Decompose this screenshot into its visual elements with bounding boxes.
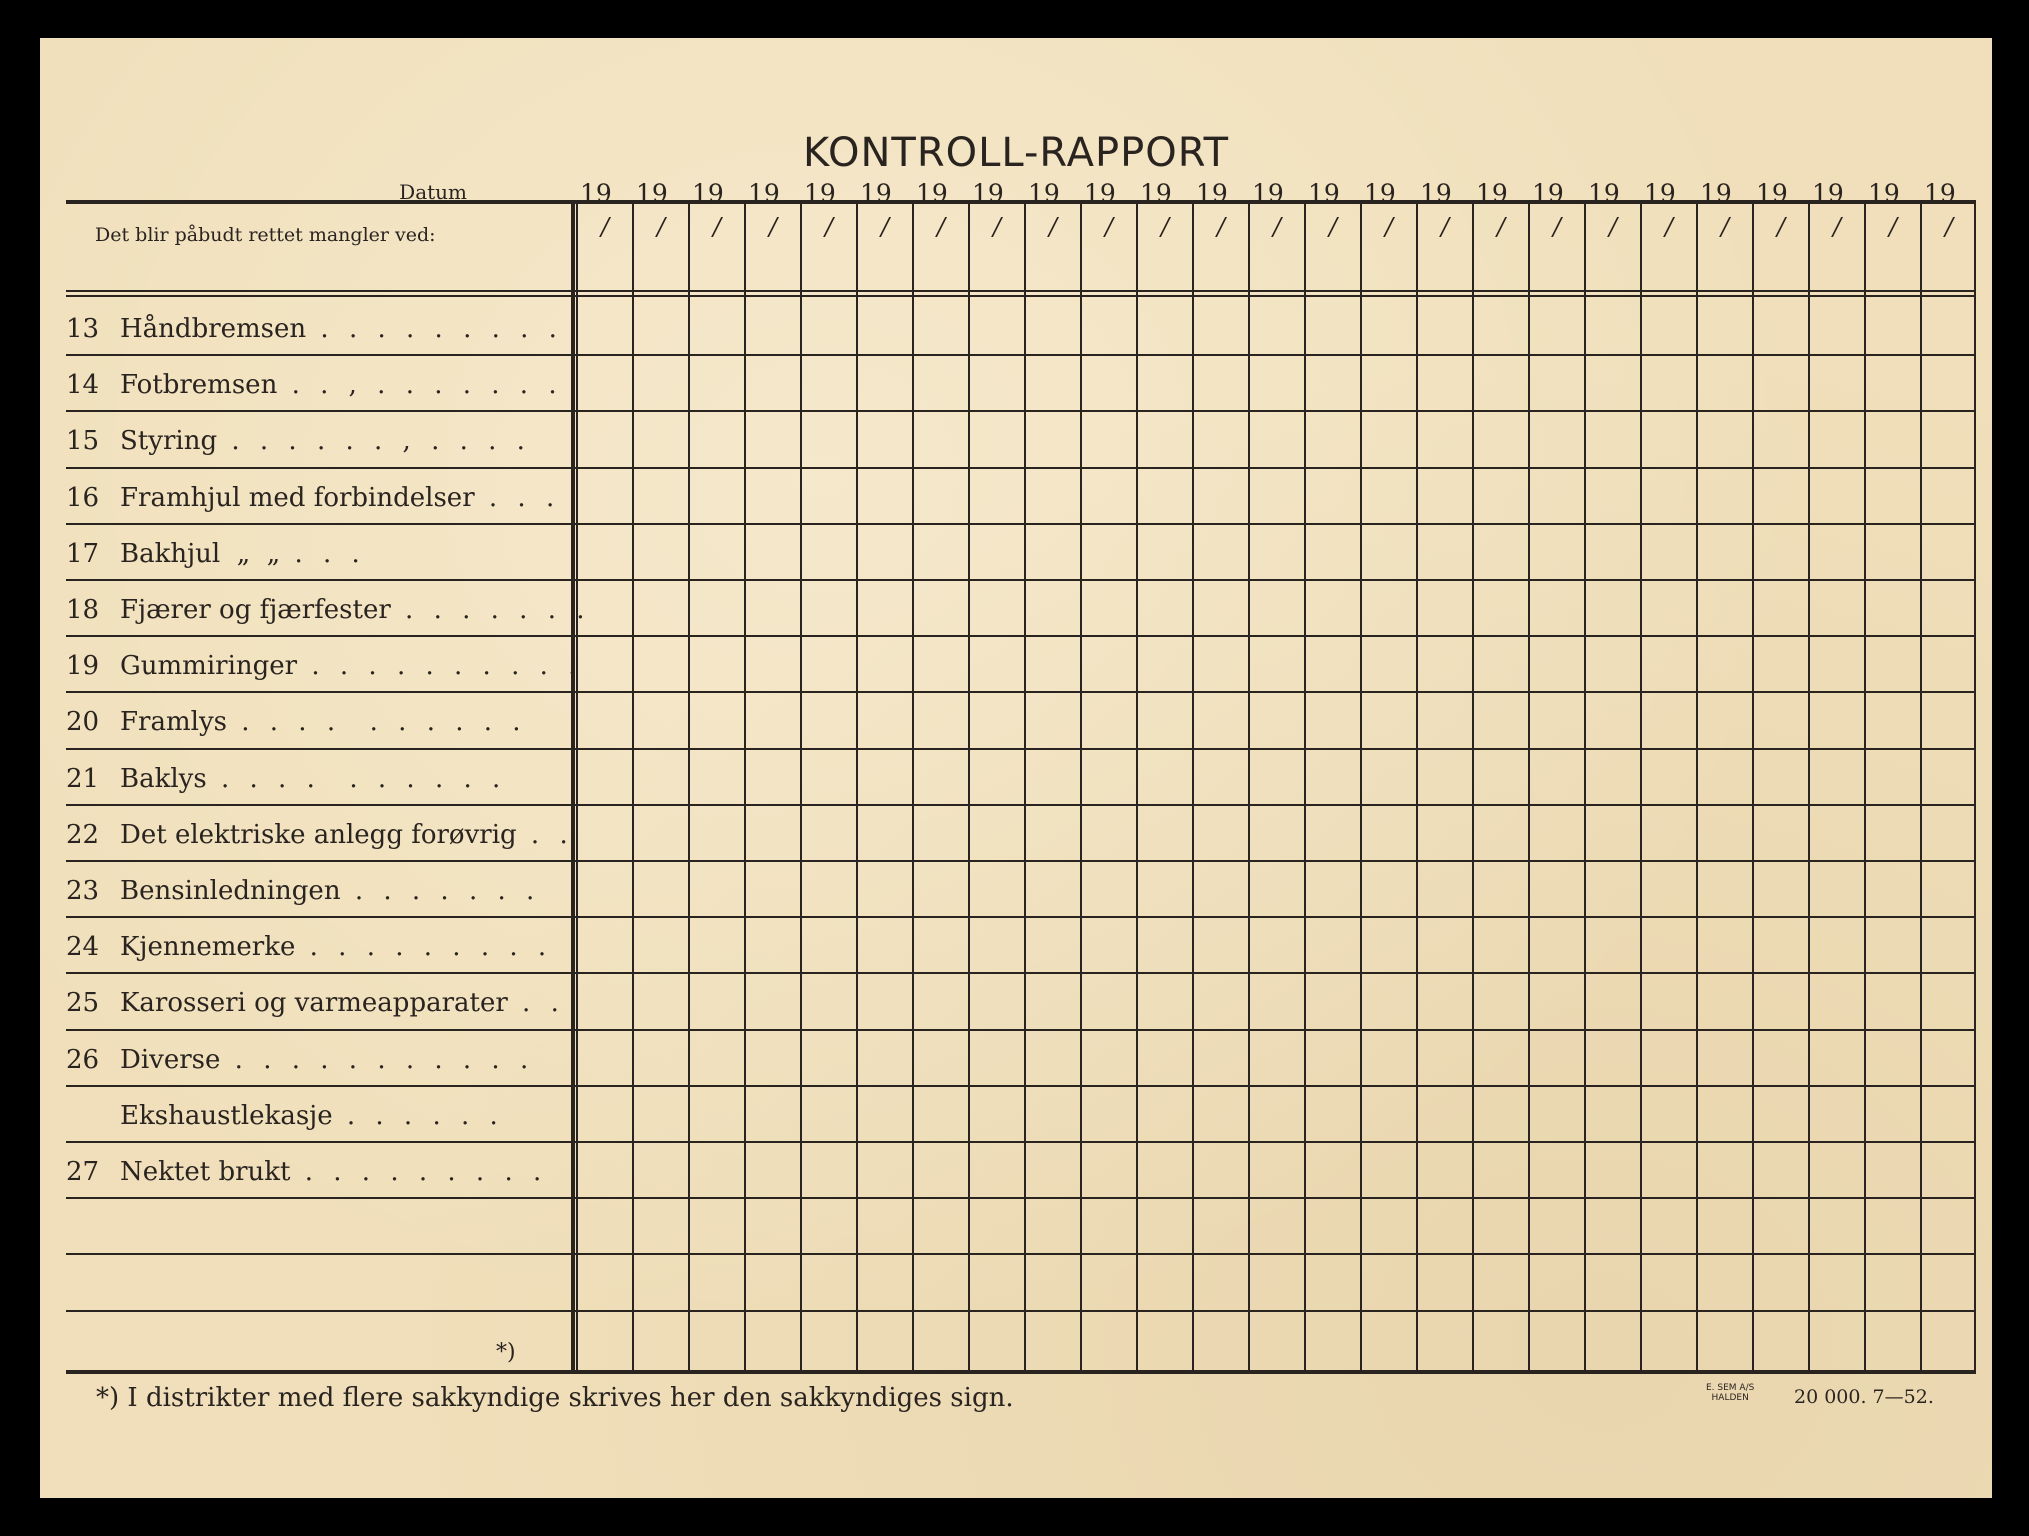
date-column-line	[1752, 200, 1754, 1370]
row-line	[66, 1085, 1976, 1087]
row-label: Karosseri og varmeapparater	[120, 988, 508, 1018]
date-separator: /	[1385, 213, 1394, 241]
leader-dots: . . . . . . .	[340, 876, 541, 906]
year-blank: .....	[1843, 192, 1862, 208]
year-blank: .....	[891, 192, 910, 208]
year-blank: .....	[779, 192, 798, 208]
label-column-divider	[571, 200, 575, 1370]
date-separator: /	[1777, 213, 1786, 241]
date-separator: /	[1889, 213, 1898, 241]
year-blank: .....	[1451, 192, 1470, 208]
row-line	[66, 467, 1976, 469]
year-prefix: 19	[1588, 179, 1620, 208]
date-separator: /	[1049, 213, 1058, 241]
year-blank: .....	[1171, 192, 1190, 208]
year-prefix: 19	[748, 179, 780, 208]
date-column-line	[1416, 200, 1418, 1370]
date-column-line	[1304, 200, 1306, 1370]
header-subtitle: Det blir påbudt rettet mangler ved:	[95, 224, 436, 246]
row-line	[66, 1141, 1976, 1143]
date-column-line	[912, 200, 914, 1370]
year-field[interactable]	[1700, 179, 1749, 208]
leader-dots: . . . . . . .	[390, 595, 591, 625]
date-column-line	[1528, 200, 1530, 1370]
year-prefix: 19	[1476, 179, 1508, 208]
leader-dots: . . .	[280, 539, 366, 569]
row-label: Framhjul med forbindelser	[120, 483, 475, 513]
year-field[interactable]	[1028, 179, 1077, 208]
year-prefix: 19	[916, 179, 948, 208]
date-column-line	[1808, 200, 1810, 1370]
year-field[interactable]	[804, 179, 853, 208]
defect-row	[66, 1101, 504, 1131]
year-blank: .....	[1731, 192, 1750, 208]
form-title: KONTROLL-RAPPORT	[802, 130, 1230, 176]
defect-row	[66, 820, 574, 850]
leader-dots: . . .	[474, 483, 561, 513]
footnote: *) I distrikter med flere sakkyndige skrives her den sakkyndiges sign.	[96, 1383, 1014, 1413]
leader-dots: . . . . . .	[332, 1101, 504, 1131]
edition-info: 20 000. 7—52.	[1794, 1386, 1934, 1408]
row-line	[66, 1197, 1976, 1199]
year-prefix: 19	[1196, 179, 1228, 208]
row-label: Ekshaustlekasje	[120, 1101, 333, 1131]
leader-dots: . . , . . . . . . .	[277, 370, 563, 400]
defect-row	[66, 1269, 120, 1299]
year-blank: .....	[1283, 192, 1302, 208]
defect-row	[66, 314, 563, 344]
row-number: 23	[66, 876, 100, 906]
row-label: Gummiringer	[120, 651, 298, 681]
year-prefix: 19	[580, 179, 612, 208]
year-prefix: 19	[1140, 179, 1172, 208]
defect-row	[66, 707, 527, 737]
date-separator: /	[1721, 213, 1730, 241]
header-rule	[66, 295, 1976, 297]
leader-dots: . . . . . . . . . .	[226, 707, 527, 737]
defect-row	[66, 370, 563, 400]
row-label: Fotbremsen	[120, 370, 278, 400]
header-rule	[66, 290, 1976, 292]
year-field[interactable]	[1868, 179, 1917, 208]
date-separator: /	[1945, 213, 1954, 241]
row-line	[66, 579, 1976, 581]
year-field[interactable]	[692, 179, 741, 208]
defect-row	[66, 1157, 547, 1187]
row-label: Håndbremsen	[120, 314, 307, 344]
date-separator: /	[1553, 213, 1562, 241]
defect-row	[66, 539, 366, 569]
date-separator: /	[825, 213, 834, 241]
bottom-rule	[66, 1370, 1976, 1374]
row-line	[66, 1310, 1976, 1312]
defect-row	[66, 483, 560, 513]
row-label: Styring	[120, 426, 218, 456]
year-prefix: 19	[1644, 179, 1676, 208]
year-field[interactable]	[1308, 179, 1357, 208]
date-separator: /	[881, 213, 890, 241]
date-column-line	[1472, 200, 1474, 1370]
date-separator: /	[1441, 213, 1450, 241]
printer-name: E. SEM A/S	[1706, 1383, 1755, 1393]
year-prefix: 19	[1700, 179, 1732, 208]
year-field[interactable]	[580, 179, 629, 208]
date-column-line	[968, 200, 970, 1370]
year-blank: .....	[1339, 192, 1358, 208]
date-column-line	[1136, 200, 1138, 1370]
year-blank: .....	[611, 192, 630, 208]
date-separator: /	[1497, 213, 1506, 241]
year-blank: .....	[947, 192, 966, 208]
row-line	[66, 691, 1976, 693]
row-label: Det elektriske anlegg forøvrig	[120, 820, 517, 850]
date-column-line	[1864, 200, 1866, 1370]
date-column-line	[1248, 200, 1250, 1370]
row-label: Bensinledningen	[120, 876, 341, 906]
row-number: 17	[66, 539, 100, 569]
row-label: Diverse	[120, 1045, 221, 1075]
year-blank: .....	[1619, 192, 1638, 208]
row-number: 13	[66, 314, 100, 344]
date-column-line	[632, 200, 634, 1370]
date-column-line	[1192, 200, 1194, 1370]
leader-dots: . . . . . . . . . . .	[220, 1045, 535, 1075]
row-number: 18	[66, 595, 100, 625]
datum-label: Datum	[399, 180, 467, 204]
date-column-line	[800, 200, 802, 1370]
row-label: Baklys	[120, 764, 207, 794]
row-line	[66, 1253, 1976, 1255]
year-blank: .....	[1563, 192, 1582, 208]
row-line	[66, 354, 1976, 356]
year-field[interactable]	[1140, 179, 1189, 208]
year-blank: .....	[1003, 192, 1022, 208]
row-number: 16	[66, 483, 100, 513]
year-field[interactable]	[1812, 179, 1861, 208]
row-line	[66, 1029, 1976, 1031]
leader-dots: . . . . . . . . .	[295, 932, 553, 962]
row-line	[66, 860, 1976, 862]
year-field[interactable]	[1420, 179, 1469, 208]
defect-row	[66, 876, 540, 906]
row-number: 26	[66, 1045, 100, 1075]
year-blank: .....	[667, 192, 686, 208]
row-number: 25	[66, 988, 100, 1018]
year-prefix: 19	[1532, 179, 1564, 208]
date-separator: /	[1609, 213, 1618, 241]
date-separator: /	[937, 213, 946, 241]
leader-dots: . . . . . . . . .	[290, 1157, 548, 1187]
date-separator: /	[993, 213, 1002, 241]
leader-dots: . .	[507, 988, 565, 1018]
row-number: 21	[66, 764, 100, 794]
year-blank: .....	[835, 192, 854, 208]
year-prefix: 19	[636, 179, 668, 208]
defect-row	[66, 1326, 120, 1356]
year-prefix: 19	[1252, 179, 1284, 208]
row-number: 27	[66, 1157, 100, 1187]
row-label: Fjærer og fjærfester	[120, 595, 391, 625]
row-line	[66, 523, 1976, 525]
date-column-line	[1640, 200, 1642, 1370]
defect-row	[66, 595, 591, 625]
year-blank: .....	[1955, 192, 1974, 208]
signature-marker: *)	[496, 1340, 516, 1365]
year-prefix: 19	[804, 179, 836, 208]
year-blank: .....	[1507, 192, 1526, 208]
year-field[interactable]	[916, 179, 965, 208]
date-column-line	[1920, 200, 1922, 1370]
year-blank: .....	[1115, 192, 1134, 208]
row-line	[66, 804, 1976, 806]
row-line	[66, 972, 1976, 974]
year-prefix: 19	[692, 179, 724, 208]
row-label: Bakhjul „ „	[120, 539, 281, 569]
leader-dots: . . . . . . , . . . .	[217, 426, 531, 456]
date-separator: /	[601, 213, 610, 241]
year-blank: .....	[1395, 192, 1414, 208]
row-label: Kjennemerke	[120, 932, 296, 962]
year-prefix: 19	[1756, 179, 1788, 208]
defect-row	[66, 1213, 120, 1243]
year-prefix: 19	[860, 179, 892, 208]
row-line	[66, 916, 1976, 918]
row-label: Nektet brukt	[120, 1157, 291, 1187]
year-field[interactable]	[860, 179, 909, 208]
date-column-line	[1696, 200, 1698, 1370]
year-prefix: 19	[1084, 179, 1116, 208]
year-field[interactable]	[1476, 179, 1525, 208]
date-column-line	[1360, 200, 1362, 1370]
row-line	[66, 410, 1976, 412]
year-field[interactable]	[748, 179, 797, 208]
date-column-line	[744, 200, 746, 1370]
year-field[interactable]	[1084, 179, 1133, 208]
year-field[interactable]	[1644, 179, 1693, 208]
year-field[interactable]	[636, 179, 685, 208]
defect-row	[66, 988, 565, 1018]
year-blank: .....	[1227, 192, 1246, 208]
year-field[interactable]	[1588, 179, 1637, 208]
year-prefix: 19	[1812, 179, 1844, 208]
date-column-line	[1584, 200, 1586, 1370]
defect-row	[66, 764, 506, 794]
row-line	[66, 635, 1976, 637]
leader-dots: . . . . . . . . . .	[297, 651, 583, 681]
row-line	[66, 748, 1976, 750]
date-separator: /	[1665, 213, 1674, 241]
year-field[interactable]	[1364, 179, 1413, 208]
leader-dots: . . . . . . . . .	[306, 314, 563, 344]
printer-city: HALDEN	[1711, 1393, 1749, 1403]
year-prefix: 19	[1868, 179, 1900, 208]
date-column-line	[576, 200, 578, 1370]
date-column-line	[1974, 200, 1976, 1370]
printer-imprint	[1706, 1383, 1754, 1403]
date-separator: /	[713, 213, 722, 241]
date-separator: /	[1105, 213, 1114, 241]
year-blank: .....	[1059, 192, 1078, 208]
date-separator: /	[1273, 213, 1282, 241]
defect-row	[66, 932, 552, 962]
date-separator: /	[1217, 213, 1226, 241]
year-prefix: 19	[1364, 179, 1396, 208]
year-blank: .....	[1899, 192, 1918, 208]
year-blank: .....	[1787, 192, 1806, 208]
year-field[interactable]	[1532, 179, 1581, 208]
year-field[interactable]	[1924, 179, 1973, 208]
row-number: 15	[66, 426, 100, 456]
date-separator: /	[769, 213, 778, 241]
year-prefix: 19	[1924, 179, 1956, 208]
year-field[interactable]	[1196, 179, 1245, 208]
date-column-line	[856, 200, 858, 1370]
year-prefix: 19	[972, 179, 1004, 208]
row-number: 20	[66, 707, 100, 737]
row-label: Framlys	[120, 707, 227, 737]
date-separator: /	[1833, 213, 1842, 241]
row-number: 22	[66, 820, 100, 850]
defect-row	[66, 651, 582, 681]
date-column-line	[1080, 200, 1082, 1370]
leader-dots: . . . . . . . . . .	[206, 764, 507, 794]
year-blank: .....	[1675, 192, 1694, 208]
date-separator: /	[1329, 213, 1338, 241]
leader-dots: . .	[516, 820, 574, 850]
year-prefix: 19	[1420, 179, 1452, 208]
row-number: 14	[66, 370, 100, 400]
row-number: 19	[66, 651, 100, 681]
year-field[interactable]	[972, 179, 1021, 208]
year-field[interactable]	[1756, 179, 1805, 208]
row-number: 24	[66, 932, 100, 962]
date-separator: /	[1161, 213, 1170, 241]
defect-row	[66, 1045, 534, 1075]
year-blank: .....	[723, 192, 742, 208]
defect-row	[66, 426, 531, 456]
year-prefix: 19	[1028, 179, 1060, 208]
year-field[interactable]	[1252, 179, 1301, 208]
date-column-line	[688, 200, 690, 1370]
year-prefix: 19	[1308, 179, 1340, 208]
date-separator: /	[657, 213, 666, 241]
date-column-line	[1024, 200, 1026, 1370]
